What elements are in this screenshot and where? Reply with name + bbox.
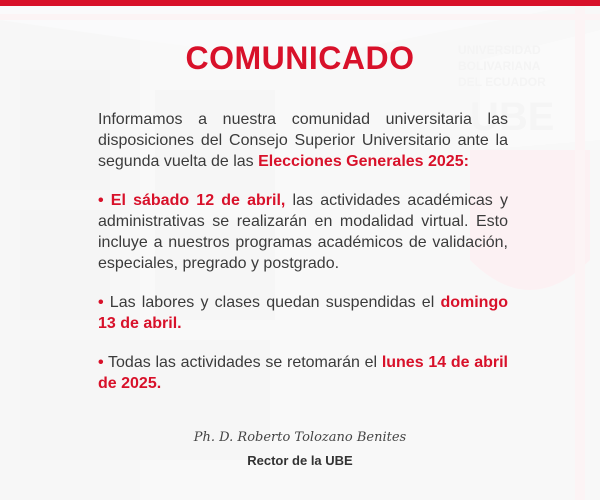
list-item xyxy=(98,190,508,274)
item-end: . xyxy=(177,315,182,332)
top-accent-bar xyxy=(0,0,600,6)
signature: Ph. D. Roberto Tolozano Benites xyxy=(193,430,407,445)
list-item xyxy=(98,352,508,394)
intro-highlight: Elecciones Generales 2025: xyxy=(258,153,469,170)
bullet-icon: • xyxy=(98,294,104,311)
item-highlight: lunes 14 de abril de 2025. xyxy=(98,354,509,392)
item-highlight: El sábado 12 de abril, xyxy=(110,192,286,209)
communique-body xyxy=(98,109,508,412)
list-item xyxy=(98,292,508,334)
item-text: Todas las actividades se retomarán el xyxy=(103,354,382,371)
item-text: Las labores y clases quedan suspendidas el xyxy=(103,294,441,311)
page-title: COMUNICADO xyxy=(185,40,415,76)
item-text: las actividades académicas y administrativas se realizarán en modalidad virtual. Esto incluye a nuestros programas académicos de validación, especiales, pregrado y postgrado. xyxy=(98,192,508,272)
bullet-icon: • xyxy=(98,354,104,371)
bullet-icon: • xyxy=(98,192,104,209)
intro-text: Informamos a nuestra comunidad universitaria las disposiciones del Consejo Superior Universitario ante la segunda vuelta de las xyxy=(98,111,508,170)
item-highlight: domingo 13 de abril xyxy=(98,294,508,332)
intro-paragraph xyxy=(98,109,508,172)
signer-role: Rector de la UBE xyxy=(247,453,353,468)
